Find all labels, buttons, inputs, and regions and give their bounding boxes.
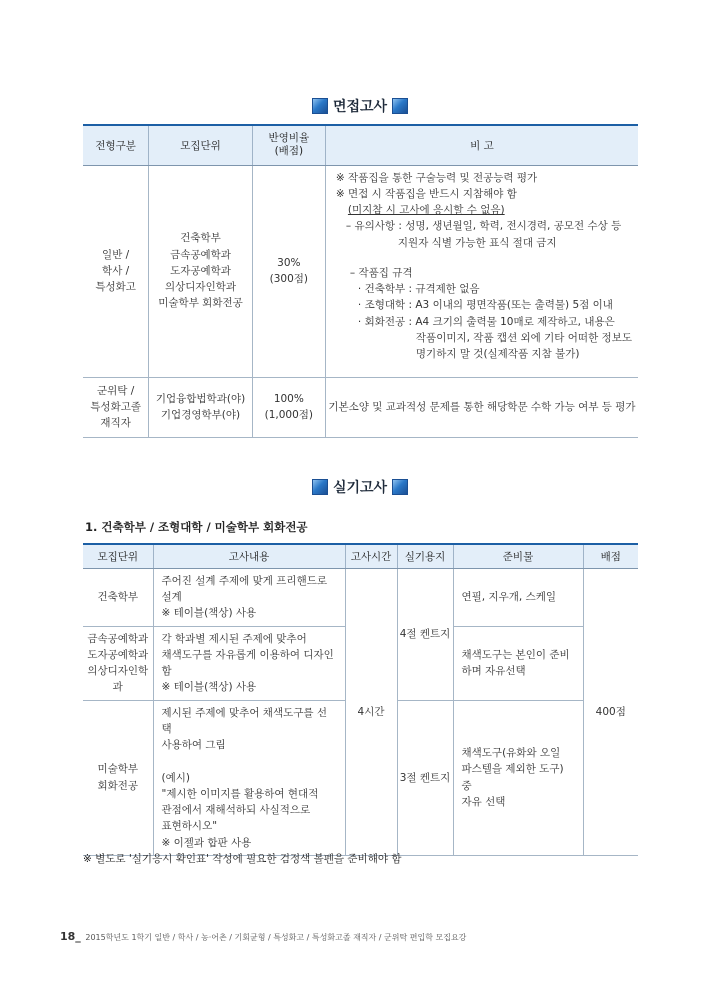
unit-cell: 건축학부: [83, 568, 153, 626]
note-line: ※ 작품집을 통한 구술능력 및 전공능력 평가: [335, 171, 538, 184]
content-cell: 제시된 주제에 맞추어 채색도구를 선택 사용하여 그림 (예시) "제시한 이미지를 활용하여 현대적 관점에서 재해석하되 사실적으로 표현하시오" ※ 이젤과 합판 사용: [153, 700, 345, 855]
practical-header-row: [83, 544, 638, 568]
note-line: [336, 251, 632, 265]
units-cell: 건축학부 금속공예학과 도자공예학과 의상디자인학과 미술학부 회화전공: [149, 165, 252, 377]
header-unit: 모집단위: [83, 544, 153, 568]
note-line: – 작품집 규격: [349, 266, 413, 279]
note-line: 작품이미지, 작품 캡션 외에 기타 어떠한 정보도: [415, 331, 632, 344]
ratio-cell: 30% (300점): [252, 165, 325, 377]
header-materials: 준비물: [453, 544, 583, 568]
category-cell: 일반 / 학사 / 특성화고: [83, 165, 149, 377]
time-cell: 4시간: [345, 568, 397, 855]
paper-cell: 3절 켄트지: [397, 700, 453, 855]
ratio-cell: 100% (1,000점): [252, 377, 325, 437]
header-content: 고사내용: [153, 544, 345, 568]
header-paper: 실기용지: [397, 544, 453, 568]
interview-section-title: [0, 96, 720, 116]
materials-cell: 채색도구는 본인이 준비 하며 자유선택: [453, 626, 583, 700]
category-cell: 군위탁 / 특성화고졸 재직자: [83, 377, 149, 437]
note-line: · 회화전공 : A4 크기의 출력물 10매로 제작하고, 내용은: [357, 315, 615, 328]
square-bullet-icon: [312, 479, 328, 495]
practical-table: [83, 543, 638, 856]
square-bullet-icon: [392, 98, 408, 114]
header-ratio: 반영비율 (배점): [252, 125, 325, 165]
unit-cell: 금속공예학과 도자공예학과 의상디자인학과: [83, 626, 153, 700]
paper-cell: 4절 켄트지: [397, 568, 453, 700]
content-cell: 각 학과별 제시된 주제에 맞추어 채색도구를 자유롭게 이용하여 디자인 함 ※ 테이블(책상) 사용: [153, 626, 345, 700]
note-line: · 조형대학 : A3 이내의 평면작품(또는 출력물) 5점 이내: [357, 299, 613, 312]
interview-title: 면접고사: [332, 99, 388, 115]
table-row: [83, 568, 638, 626]
page-number: 18_: [60, 930, 81, 943]
interview-header-row: [83, 125, 638, 165]
practical-title: 실기고사: [332, 480, 388, 496]
table-row: [83, 377, 638, 437]
note-line: ※ 면접 시 작품집을 반드시 지참해야 함: [335, 187, 517, 200]
square-bullet-icon: [312, 98, 328, 114]
practical-section-title: [0, 477, 720, 497]
note-line: – 유의사항 : 성명, 생년월일, 학력, 전시경력, 공모전 수상 등: [345, 220, 622, 233]
notes-cell: [325, 165, 638, 377]
practical-footnote: ※ 별도로 '실기응시 확인표' 작성에 필요한 검정색 볼펜을 준비해야 함: [83, 853, 402, 865]
unit-cell: 미술학부 회화전공: [83, 700, 153, 855]
practical-subtitle: 1. 건축학부 / 조형대학 / 미술학부 회화전공: [85, 520, 308, 534]
content-cell: 주어진 설계 주제에 맞게 프리핸드로 설계 ※ 테이블(책상) 사용: [153, 568, 345, 626]
header-notes: 비 고: [325, 125, 638, 165]
square-bullet-icon: [392, 479, 408, 495]
materials-cell: 채색도구(유화와 오일 파스텔을 제외한 도구) 중 자유 선택: [453, 700, 583, 855]
materials-cell: 연필, 지우개, 스케일: [453, 568, 583, 626]
header-category: 전형구분: [83, 125, 149, 165]
header-score: 배점: [583, 544, 638, 568]
note-line: 지원자 식별 가능한 표식 절대 금지: [397, 236, 557, 249]
interview-table: [83, 124, 638, 438]
score-cell: 400점: [583, 568, 638, 855]
notes-cell: 기본소양 및 교과적성 문제를 통한 해당학문 수학 가능 여부 등 평가: [325, 377, 638, 437]
note-line: 명기하지 말 것(실제작품 지참 불가): [415, 348, 580, 361]
units-cell: 기업융합법학과(야) 기업경영학부(야): [149, 377, 252, 437]
header-units: 모집단위: [149, 125, 252, 165]
note-line: · 건축학부 : 규격제한 없음: [357, 283, 480, 296]
note-line: (미지참 시 고사에 응시할 수 없음): [347, 204, 505, 217]
footer-text: 2015학년도 1학기 일반 / 학사 / 농·어촌 / 기회균형 / 특성화고 / 특성화고졸 재직자 / 군위탁 편입학 모집요강: [85, 933, 467, 942]
table-row: [83, 165, 638, 377]
page-footer: [60, 930, 466, 943]
header-time: 고사시간: [345, 544, 397, 568]
